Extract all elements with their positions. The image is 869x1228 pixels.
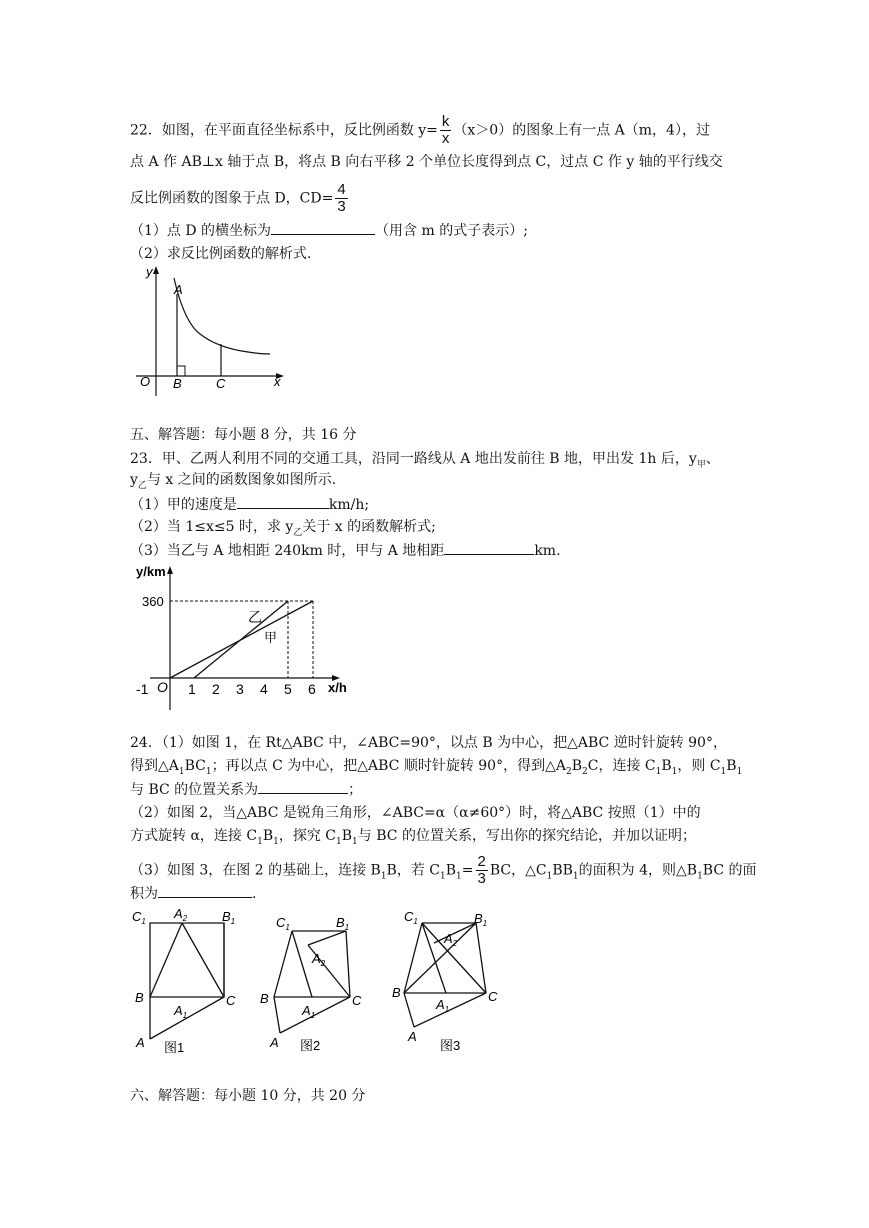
label-c1: $C_1$ — [132, 909, 146, 926]
label-b: B — [135, 990, 144, 1005]
label-a: A — [270, 1035, 279, 1050]
label-o: O — [140, 374, 151, 389]
q24-figure2 — [258, 905, 378, 1055]
q23-figure — [130, 560, 360, 712]
cd-fraction: $\frac{4}{3}$ — [337, 181, 346, 215]
figure3-caption: 图3 — [440, 1038, 461, 1053]
square-outline — [150, 923, 224, 997]
label-c: C — [216, 376, 226, 391]
q23-part3: （3）当乙与 A 地相距 240km 时，甲与 A 地相距 km. — [130, 540, 561, 561]
q22-figure — [130, 262, 290, 400]
tick-4: 4 — [260, 681, 268, 697]
q23-part1: （1）甲的速度是 km/h; — [130, 494, 369, 515]
label-b1: $B_1$ — [336, 915, 350, 932]
q24-line7: 积为 . — [130, 883, 256, 904]
label-c: C — [226, 993, 236, 1008]
segment-c1-b — [404, 923, 422, 993]
answer-blank[interactable] — [258, 779, 348, 794]
q24-line4: （2）如图 2，当△ABC 是锐角三角形，∠ABC=α（α≠60°）时，将△ABC 按照（1）中的 — [130, 805, 701, 821]
q24-figure3 — [390, 905, 510, 1055]
label-c: C — [352, 993, 362, 1008]
label-yi: 乙 — [248, 609, 262, 625]
q24-line6: （3）如图 3，在图 2 的基础上，连接 $B_1B$，若 $C_1B_1=$ $\frac{2}{3}$ BC，$\triangle C_1BB_1$的面积为 4，则$\triangle B_1BC$ 的面 — [130, 853, 757, 887]
tick-2: 2 — [212, 681, 220, 697]
segment-b-a — [404, 993, 414, 1027]
label-x: x — [274, 374, 281, 389]
tick-neg1: -1 — [136, 681, 149, 697]
segment-b-a — [274, 997, 280, 1033]
two-thirds-fraction: $\frac{2}{3}$ — [477, 853, 486, 887]
segment-c1-b — [274, 931, 292, 997]
q22-line2: 点 A 作 AB⊥x 轴于点 B，将点 B 向右平移 2 个单位长度得到点 C，过点 C 作 y 轴的平行线交 — [130, 154, 723, 170]
q22-line1: 22．如图，在平面直径坐标系中，反比例函数 y= $\frac{k}{x}$ （x＞0）的图象上有一点 A（m，4），过 — [130, 113, 710, 147]
segment-b-b1 — [404, 923, 476, 993]
label-a2: $A_2$ — [174, 906, 188, 923]
q22-line3: 反比例函数的图象于点 D，CD= $\frac{4}{3}$ — [130, 181, 346, 215]
label-c1: $C_1$ — [404, 909, 418, 926]
tick-5: 5 — [284, 681, 292, 697]
segment-a-c — [414, 993, 486, 1027]
label-a1: $A_1$ — [174, 1003, 188, 1020]
label-a2: $A_2$ — [312, 951, 326, 968]
label-a: A — [174, 282, 183, 297]
segment-b1-c — [476, 923, 486, 993]
y-axis-arrow — [167, 566, 173, 574]
section5-heading: 五、解答题：每小题 8 分，共 16 分 — [130, 427, 357, 443]
label-jia: 甲 — [264, 630, 278, 645]
label-c1: $C_1$ — [276, 915, 290, 932]
answer-blank[interactable] — [444, 540, 534, 555]
label-b: B — [392, 985, 401, 1000]
q23-line2: $y_乙$与 x 之间的函数图象如图所示. — [130, 472, 337, 491]
segment-b1-c — [346, 931, 350, 997]
tick-1: 1 — [188, 681, 196, 697]
q24-line5: 方式旋转 α，连接 $C_1B_1$，探究 $C_1B_1$与 BC 的位置关系，写出你的探究结论，并加以证明； — [130, 828, 696, 847]
figure1-caption: 图1 — [164, 1040, 185, 1055]
answer-blank[interactable] — [271, 220, 375, 235]
y-axis-arrow — [153, 266, 159, 274]
label-a: A — [136, 1035, 145, 1050]
q22-part1: （1）点 D 的横坐标为 （用含 m 的式子表示）; — [130, 220, 528, 241]
q23-part2: （2）当 1≤x≤5 时，求 $y_乙$关于 x 的函数解析式; — [130, 519, 436, 538]
label-b: B — [260, 991, 269, 1006]
answer-blank[interactable] — [237, 494, 329, 509]
segment-a2-b1 — [308, 931, 346, 945]
answer-blank[interactable] — [158, 883, 252, 898]
segment-c1-a1 — [292, 931, 312, 997]
label-c: C — [488, 989, 498, 1004]
tick-360: 360 — [142, 594, 164, 609]
label-a: A — [408, 1029, 417, 1044]
label-b1: $B_1$ — [222, 909, 236, 926]
label-y: y — [146, 264, 153, 279]
q24-line2: 得到$\triangle A_1BC_1$；再以点 C 为中心，把△ABC 顺时针旋转 90°，得到$\triangle A_2B_2C$，连接 $C_1B_1$，则 $C_1B_1$ — [130, 758, 743, 777]
figure2-caption: 图2 — [300, 1038, 321, 1053]
k-over-x-fraction: $\frac{k}{x}$ — [441, 113, 450, 147]
label-a1: $A_1$ — [302, 1003, 316, 1020]
tick-3: 3 — [236, 681, 244, 697]
q24-figure1 — [130, 905, 250, 1055]
q23-line1: 23．甲、乙两人利用不同的交通工具，沿同一路线从 A 地出发前往 B 地，甲出发 1h 后，$y_甲$、 — [130, 451, 720, 470]
label-a1: $A_1$ — [436, 997, 450, 1014]
tick-6: 6 — [308, 681, 316, 697]
q22-part2: （2）求反比例函数的解析式. — [130, 246, 312, 262]
hyperbola-curve — [174, 278, 270, 354]
label-a2: $A_2$ — [444, 931, 458, 948]
xlabel: x/h — [328, 680, 347, 695]
q24-line1: 24．（1）如图 1，在 Rt△ABC 中，∠ABC=90°，以点 B 为中心，把△ABC 逆时针旋转 90°， — [130, 735, 727, 751]
q24-line3: 与 BC 的位置关系为 ； — [130, 779, 362, 800]
segment-b-a2 — [150, 923, 182, 997]
ylabel: y/km — [136, 564, 166, 579]
label-b1: $B_1$ — [474, 911, 488, 928]
segment-c1-a1 — [422, 923, 446, 993]
label-o: O — [157, 679, 168, 695]
segment-a2-c — [182, 923, 224, 997]
section6-heading: 六、解答题：每小题 10 分，共 20 分 — [130, 1088, 366, 1104]
label-b: B — [173, 376, 182, 391]
right-angle-mark — [177, 366, 185, 376]
